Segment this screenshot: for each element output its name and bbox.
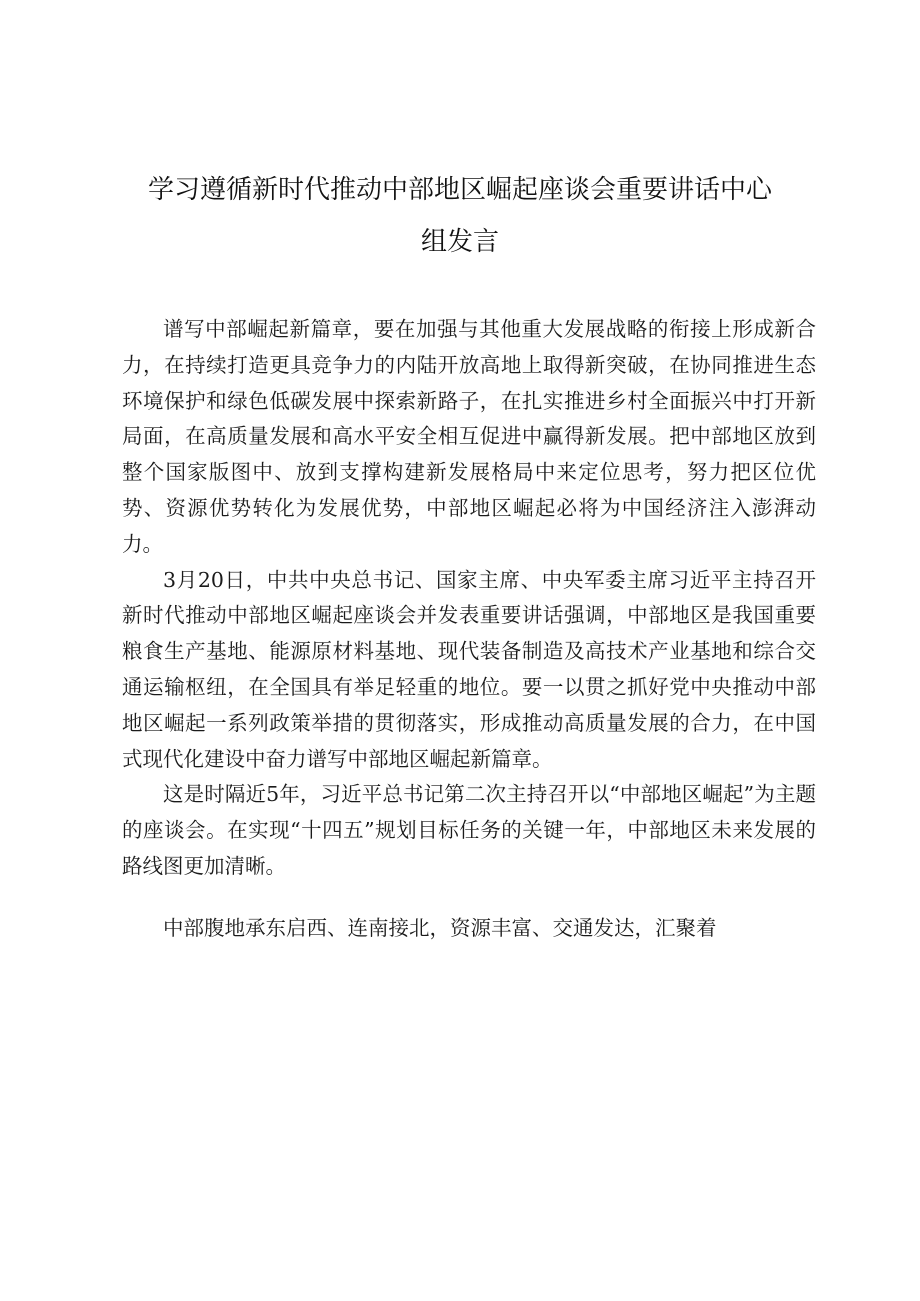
paragraph-2: 3月20日，中共中央总书记、国家主席、中央军委主席习近平主持召开新时代推动中部地区崛起座谈会并发表重要讲话强调，中部地区是我国重要粮食生产基地、能源原材料基地、现代装备制造及高技术产业基地和综合交通运输枢纽，在全国具有举足轻重的地位。要一以贯之抓好党中央推动中部地区崛起一系列政策举措的贯彻落实，形成推动高质量发展的合力，在中国式现代化建设中奋力谱写中部地区崛起新篇章。	[122, 567, 816, 771]
document-title	[120, 164, 800, 268]
paragraph-3: 这是时隔近5年，习近平总书记第二次主持召开以“中部地区崛起”为主题的座谈会。在实现“十四五”规划目标任务的关键一年，中部地区未来发展的路线图更加清晰。	[122, 782, 816, 878]
title-line-1: 学习遵循新时代推动中部地区崛起座谈会重要讲话中心	[147, 175, 772, 205]
title-line-2: 组发言	[420, 227, 499, 257]
paragraph-4: 中部腹地承东启西、连南接北，资源丰富、交通发达，汇聚着	[163, 915, 717, 940]
document-body	[122, 312, 816, 947]
paragraph-1: 谱写中部崛起新篇章，要在加强与其他重大发展战略的衔接上形成新合力，在持续打造更具竞争力的内陆开放高地上取得新突破，在协同推进生态环境保护和绿色低碳发展中探索新路子，在扎实推进乡村全面振兴中打开新局面，在高质量发展和高水平安全相互促进中赢得新发展。把中部地区放到整个国家版图中、放到支撑构建新发展格局中来定位思考，努力把区位优势、资源优势转化为发展优势，中部地区崛起必将为中国经济注入澎湃动力。	[122, 317, 816, 556]
